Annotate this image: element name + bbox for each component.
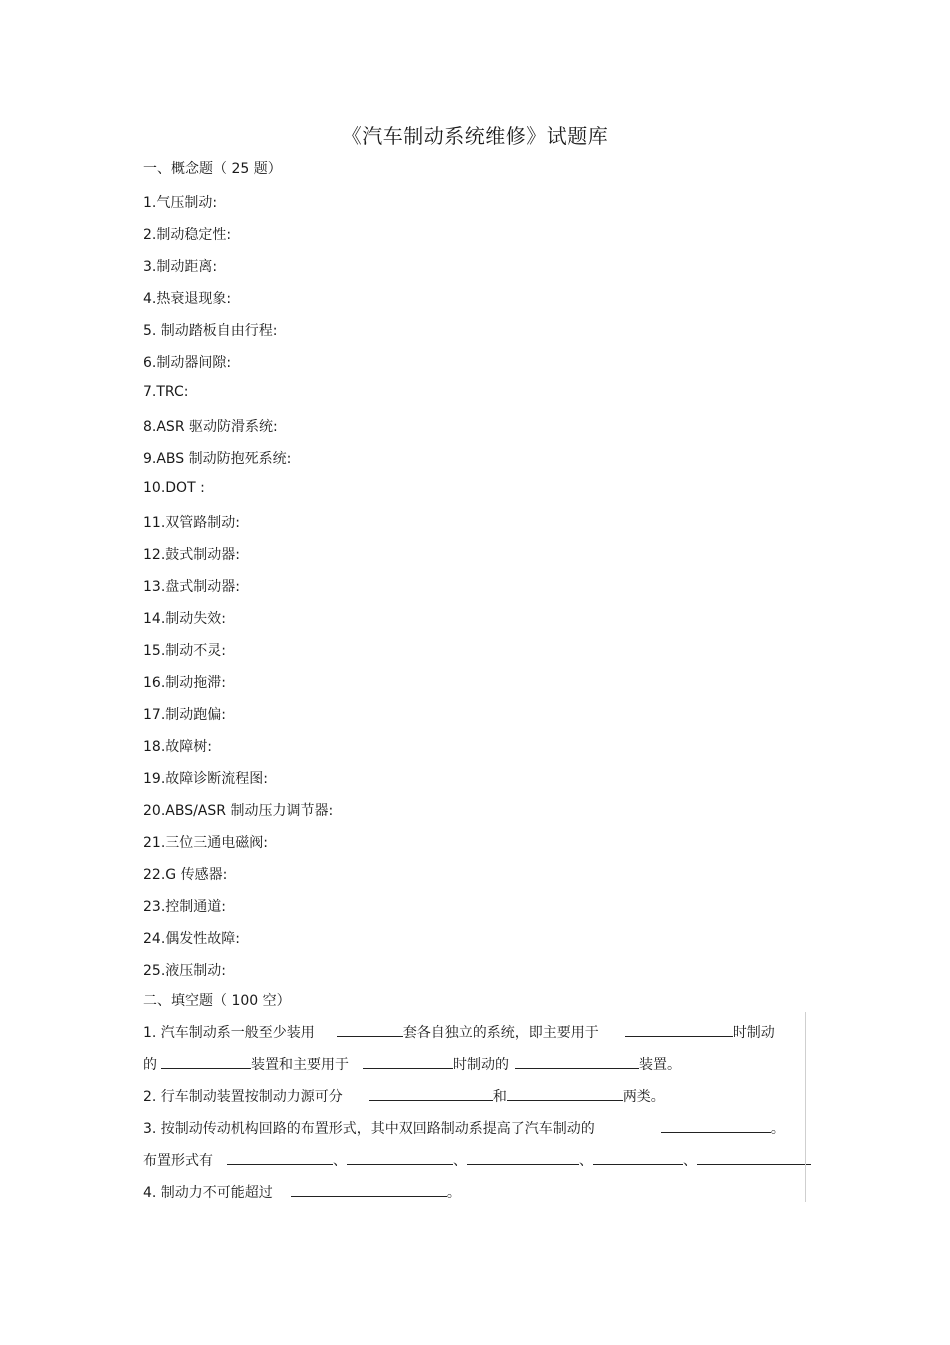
answer-blank[interactable] [697,1150,811,1165]
concept-item: 2.制动稳定性: [143,227,232,243]
concept-item: 19.故障诊断流程图: [143,771,268,787]
answer-blank[interactable] [291,1182,447,1197]
q3-text-a: 3. 按制动传动机构回路的布置形式，其中双回路制动系提高了汽车制动的 [143,1121,595,1137]
answer-blank[interactable] [515,1054,639,1069]
q1-text-b: 套各自独立的系统，即主要用于 [402,1025,599,1041]
fill-question-2 [143,1086,665,1106]
answer-blank[interactable] [467,1150,579,1165]
q1-text-d: 的 [143,1057,157,1073]
separator: 、 [453,1153,467,1169]
q1-text-f: 时制动的 [453,1057,509,1073]
concept-item: 25.液压制动: [143,963,226,979]
concept-item: 17.制动跑偏: [143,707,226,723]
q1-text-g: 装置。 [639,1057,681,1073]
concept-item: 20.ABS/ASR 制动压力调节器: [143,803,334,819]
concept-item: 12.鼓式制动器: [143,547,240,563]
concept-item: 14.制动失效: [143,611,226,627]
section-heading-concepts: 一、概念题（ 25 题） [143,161,282,177]
concept-item: 18.故障树: [143,739,212,755]
fill-question-1-cont [143,1054,681,1074]
concept-item: 5. 制动踏板自由行程: [143,323,278,339]
concept-item: 4.热衰退现象: [143,291,232,307]
fill-question-3 [143,1118,785,1138]
fill-question-3-cont [143,1150,811,1170]
concept-item: 24.偶发性故障: [143,931,240,947]
answer-blank[interactable] [347,1150,453,1165]
concept-item: 11.双管路制动: [143,515,240,531]
page-title: 《汽车制动系统维修》试题库 [341,124,609,148]
q2-text-c: 两类。 [622,1089,665,1105]
answer-blank[interactable] [661,1118,771,1133]
q3-text-c: 布置形式有 [143,1153,213,1169]
concept-item: 15.制动不灵: [143,643,226,659]
q4-text-a: 4. 制动力不可能超过 [143,1185,273,1201]
answer-blank[interactable] [337,1022,403,1037]
concept-item: 1.气压制动: [143,195,218,211]
answer-blank[interactable] [593,1150,683,1165]
answer-blank[interactable] [363,1054,453,1069]
separator: 、 [683,1153,697,1169]
concept-item: 10.DOT : [143,480,205,496]
concept-item: 7.TRC: [143,384,189,400]
concept-item: 21.三位三通电磁阀: [143,835,268,851]
separator: 、 [579,1153,593,1169]
concept-item: 3.制动距离: [143,259,218,275]
concept-item: 6.制动器间隙: [143,355,232,371]
concept-item: 16.制动拖滞: [143,675,226,691]
answer-blank[interactable] [161,1054,251,1069]
answer-blank[interactable] [227,1150,333,1165]
right-margin-rule [805,1012,806,1202]
fill-question-1 [143,1022,775,1042]
q1-text-a: 1. 汽车制动系一般至少装用 [143,1025,315,1041]
answer-blank[interactable] [507,1086,623,1101]
q1-text-c: 时制动 [732,1025,775,1041]
q2-text-b: 和 [492,1089,507,1105]
answer-blank[interactable] [625,1022,733,1037]
concept-item: 8.ASR 驱动防滑系统: [143,419,278,435]
separator: 、 [333,1153,347,1169]
concept-item: 22.G 传感器: [143,867,228,883]
concept-item: 9.ABS 制动防抱死系统: [143,451,292,467]
fill-question-4 [143,1182,461,1202]
q4-text-b: 。 [446,1185,461,1201]
concept-item: 23.控制通道: [143,899,226,915]
section-heading-fill-blank: 二、填空题（ 100 空） [143,993,291,1009]
concept-item: 13.盘式制动器: [143,579,240,595]
q2-text-a: 2. 行车制动装置按制动力源可分 [143,1089,343,1105]
q1-text-e: 装置和主要用于 [251,1057,349,1073]
q3-text-b: 。 [770,1121,785,1137]
answer-blank[interactable] [369,1086,493,1101]
